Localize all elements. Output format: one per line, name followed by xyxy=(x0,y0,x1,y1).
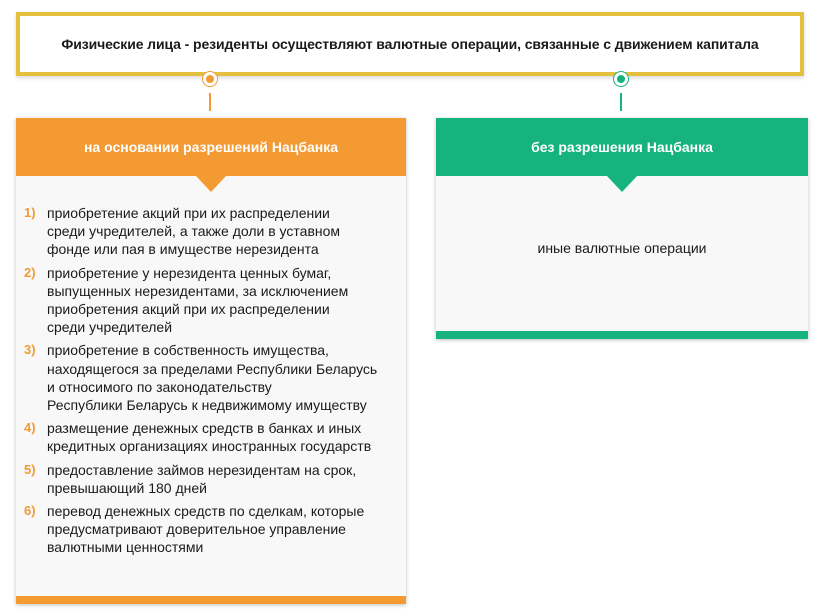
item-line: выпущенных нерезидентами, за исключением xyxy=(47,282,349,299)
item-number: 4) xyxy=(24,420,36,436)
list-item xyxy=(16,502,406,557)
left-connector-dot xyxy=(203,72,217,86)
right-connector-line xyxy=(620,93,622,111)
item-line: превышающий 180 дней xyxy=(47,479,207,496)
list-item xyxy=(16,461,406,497)
item-line: предоставление займов нерезидентам на срок, xyxy=(47,461,357,478)
item-line: Республики Беларусь к недвижимому имуществу xyxy=(47,397,367,414)
without-permission-title: без разрешения Нацбанка xyxy=(531,139,713,155)
item-line: валютными ценностями xyxy=(47,539,204,556)
item-line: приобретение акций при их распределении xyxy=(47,205,330,221)
right-connector-dot xyxy=(614,72,628,86)
list-item xyxy=(16,204,406,259)
operations-list xyxy=(16,204,406,562)
item-line: и относимого по законодательству xyxy=(47,378,272,395)
item-line: кредитных организациях иностранных государств xyxy=(47,438,372,455)
list-item xyxy=(16,341,406,414)
with-permission-header xyxy=(16,118,406,176)
item-line: находящегося за пределами Республики Беларусь xyxy=(47,360,378,377)
item-number: 6) xyxy=(24,503,36,519)
other-operations-text: иные валютные операции xyxy=(537,240,707,256)
item-line: размещение денежных средств в банках и иных xyxy=(47,420,362,437)
left-header-notch xyxy=(196,176,226,192)
top-statement-text: Физические лица - резиденты осуществляют валютные операции, связанные с движением капитала xyxy=(61,36,759,52)
left-connector-line xyxy=(209,93,211,111)
item-line: перевод денежных средств по сделкам, которые xyxy=(47,503,365,520)
item-line: приобретение у нерезидента ценных бумаг, xyxy=(47,264,332,281)
item-number: 3) xyxy=(24,342,36,358)
list-item xyxy=(16,419,406,455)
with-permission-panel xyxy=(16,118,406,604)
item-line: предусматривают доверительное управление xyxy=(47,521,346,538)
top-statement-box xyxy=(16,12,804,76)
item-line: приобретения акций при их распределении xyxy=(47,301,330,318)
without-permission-panel xyxy=(436,118,808,339)
item-line: среди учредителей xyxy=(47,319,173,336)
item-number: 1) xyxy=(24,205,36,220)
right-header-notch xyxy=(607,176,637,192)
item-line: приобретение в собственность имущества, xyxy=(47,342,329,359)
item-number: 5) xyxy=(24,461,36,477)
list-item xyxy=(16,264,406,337)
item-number: 2) xyxy=(24,264,36,280)
item-line: фонде или пая в имуществе нерезидента xyxy=(47,241,319,258)
with-permission-title: на основании разрешений Нацбанка xyxy=(83,139,339,155)
without-permission-header xyxy=(436,118,808,176)
item-line: среди учредителей, а также доли в уставном xyxy=(47,223,341,240)
